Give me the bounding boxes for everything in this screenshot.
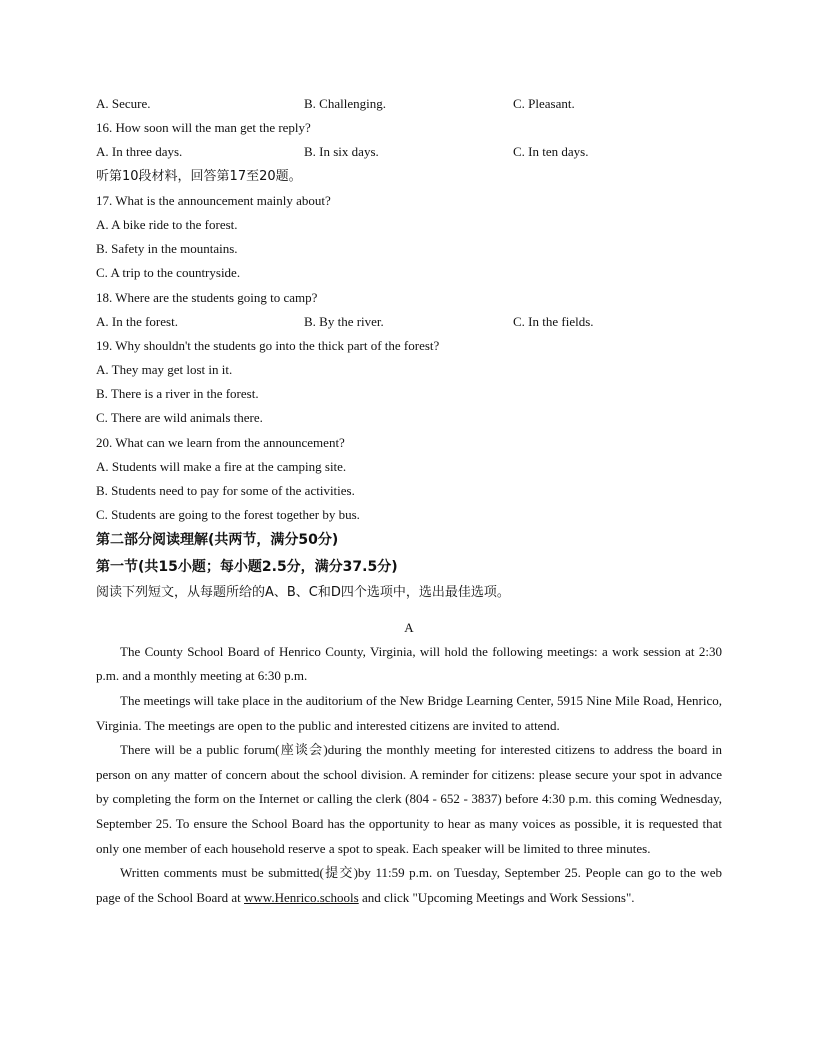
passage-paragraph-3: There will be a public forum(座谈会)during the monthly meeting for interested citizens to address the board in person on any matter of concern about the school division. A reminder for citizens: please secure your spot in advance by completing the form on the Internet or calling the clerk (804 - 652 - 3837) before 4:30 p.m. this coming Wednesday, September 25. To ensure the School Board has the opportunity to hear as many voices as possible, it is requested that only one member of each household reserve a spot to speak. Each speaker will be limited to three minutes. bbox=[96, 742, 722, 856]
q20-option-b: B. Students need to pay for some of the activities. bbox=[96, 483, 355, 498]
paragraph-4-text-end: and click "Upcoming Meetings and Work Sessions". bbox=[358, 889, 635, 905]
section10-instruction: 听第10段材料，回答第17至20题。 bbox=[96, 168, 302, 184]
q19-option-a: A. They may get lost in it. bbox=[96, 362, 233, 378]
passage-paragraph-1: The County School Board of Henrico County, Virginia, will hold the following meetings: a work session at 2:30 p.m. and a monthly meeting at 6:30 p.m. bbox=[96, 643, 722, 684]
q20-question: 20. What can we learn from the announcement? bbox=[96, 434, 345, 450]
passage-paragraph-4 bbox=[96, 861, 722, 910]
option-b: B. Challenging. bbox=[304, 96, 386, 111]
option-c: C. Pleasant. bbox=[513, 96, 575, 111]
passage-label: A bbox=[404, 619, 414, 635]
q17-question: 17. What is the announcement mainly about? bbox=[96, 192, 331, 208]
q17-option-a: A. A bike ride to the forest. bbox=[96, 216, 238, 232]
section1-heading: 第一节(共15小题；每小题2.5分，满分37.5分) bbox=[96, 559, 398, 576]
q20-option-a: A. Students will make a fire at the camping site. bbox=[96, 458, 347, 474]
option-b: B. By the river. bbox=[304, 313, 384, 329]
option-c: C. In ten days. bbox=[513, 144, 589, 160]
q17-option-b: B. Safety in the mountains. bbox=[96, 241, 238, 257]
q16-options bbox=[96, 140, 722, 164]
option-a: A. In the forest. bbox=[96, 313, 178, 329]
reading-instruction: 阅读下列短文，从每题所给的A、B、C和D四个选项中，选出最佳选项。 bbox=[96, 585, 510, 601]
q19-option-b: B. There is a river in the forest. bbox=[96, 386, 259, 402]
q16-question: 16. How soon will the man get the reply? bbox=[96, 120, 311, 136]
school-board-link[interactable]: www.Henrico.schools bbox=[244, 889, 359, 905]
option-a: A. In three days. bbox=[96, 144, 183, 160]
option-a: A. Secure. bbox=[96, 96, 151, 111]
q15-options bbox=[96, 92, 722, 116]
q18-question: 18. Where are the students going to camp? bbox=[96, 289, 318, 305]
passage-paragraph-2: The meetings will take place in the auditorium of the New Bridge Learning Center, 5915 Nine Mile Road, Henrico, Virginia. The meetings are open to the public and interested citizens are invited to attend. bbox=[96, 692, 722, 733]
q17-option-c: C. A trip to the countryside. bbox=[96, 265, 241, 281]
part2-heading: 第二部分阅读理解(共两节，满分50分) bbox=[96, 532, 339, 549]
option-b: B. In six days. bbox=[304, 144, 379, 160]
q18-options bbox=[96, 310, 722, 334]
q19-question: 19. Why shouldn't the students go into the thick part of the forest? bbox=[96, 337, 440, 353]
q19-option-c: C. There are wild animals there. bbox=[96, 410, 263, 426]
exam-page bbox=[96, 92, 722, 910]
option-c: C. In the fields. bbox=[513, 313, 594, 329]
q20-option-c: C. Students are going to the forest together by bus. bbox=[96, 507, 360, 523]
paragraph-4-text: Written comments must be submitted(提交)by 11:59 p.m. on Tuesday, September 25. People can go to the web page of the School Board at bbox=[96, 865, 722, 905]
